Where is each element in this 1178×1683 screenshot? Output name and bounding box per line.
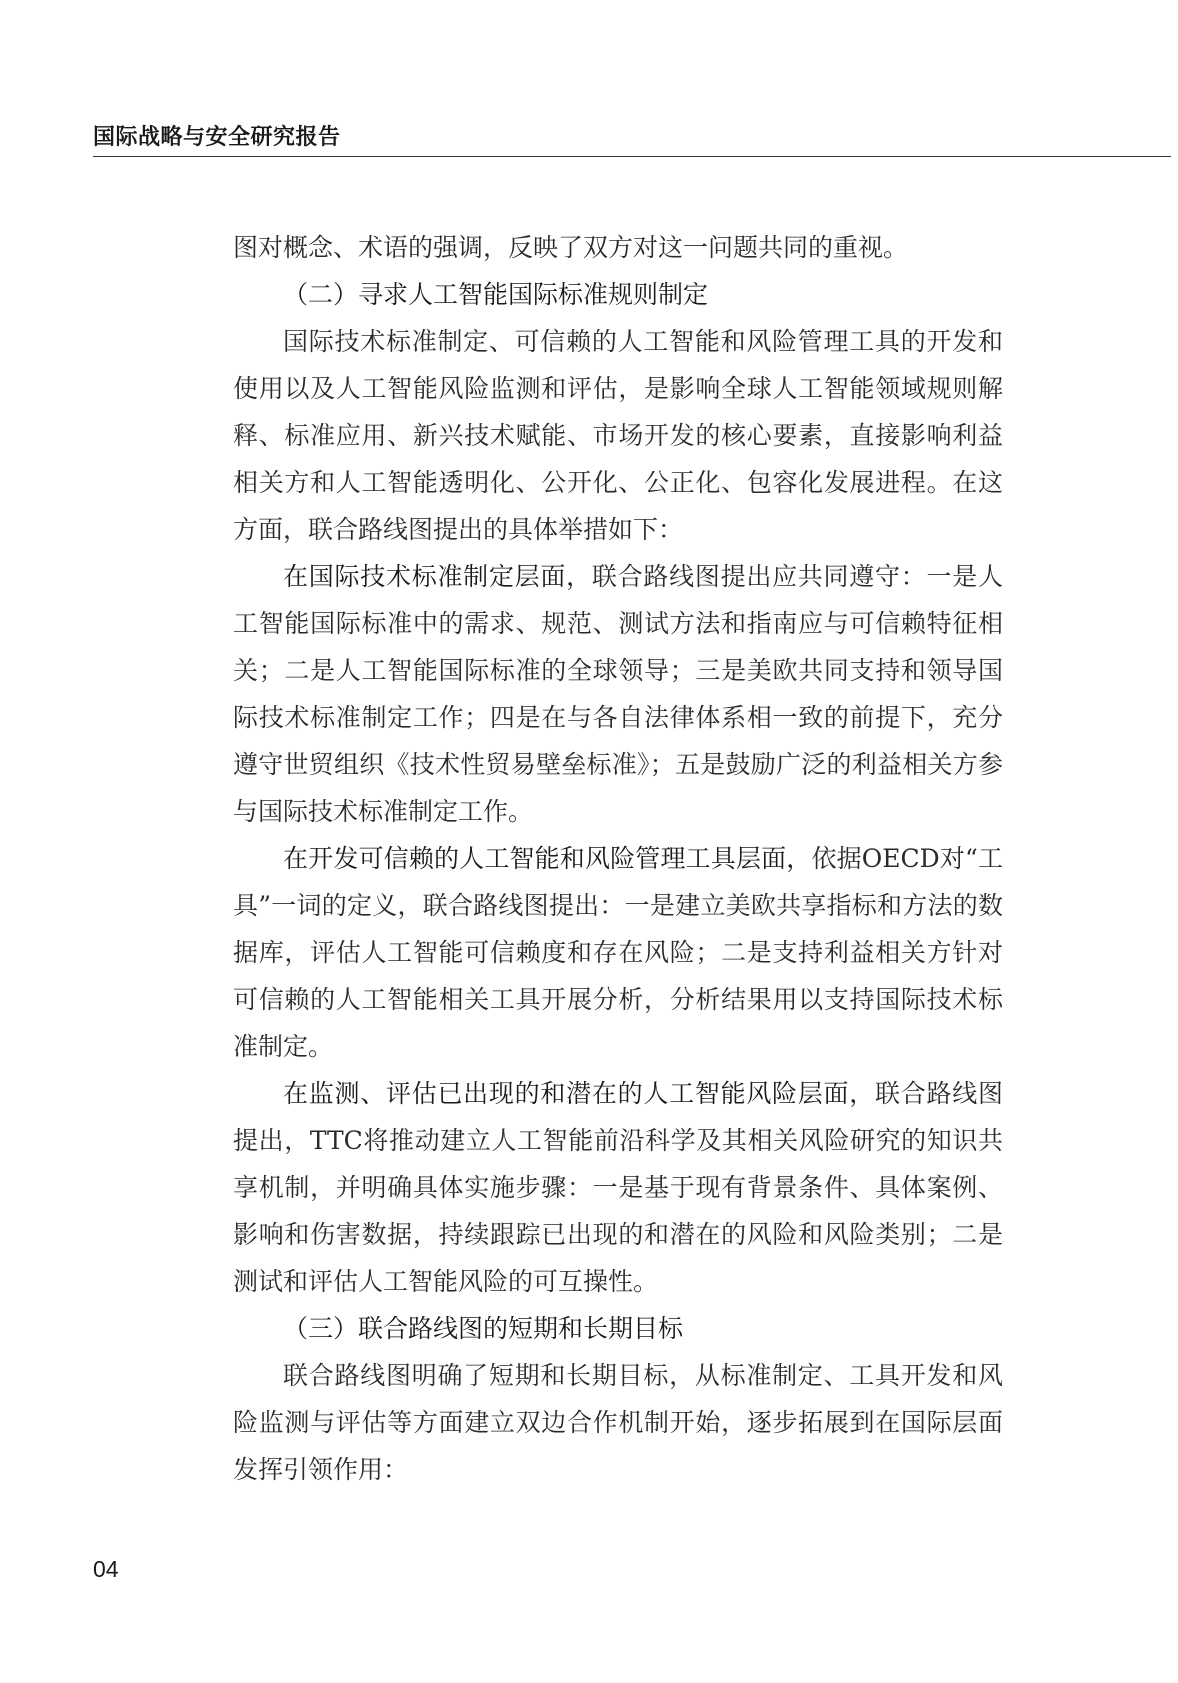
page-number: 04 xyxy=(93,1556,119,1582)
running-header: 国际战略与安全研究报告 xyxy=(93,125,341,150)
section-heading-3: （三）联合路线图的短期和长期目标 xyxy=(283,1314,684,1343)
paragraph: 联合路线图明确了短期和长期目标，从标准制定、工具开发和风险监测与评估等方面建立双边合作机制开始，逐步拓展到在国际层面发挥引领作用： xyxy=(233,1361,1003,1484)
paragraph-body: 联合路线图提出，TTC将推动建立人工智能前沿科学及其相关风险研究的知识共享机制，并明确具体实施步骤：一是基于现有背景条件、具体案例、影响和伤害数据，持续跟踪已出现的和潜在的风险和风险类别；二是测试和评估人工智能风险的可互操性。 xyxy=(233,1079,1003,1296)
header-rule xyxy=(93,156,1171,157)
paragraph xyxy=(233,1070,1003,1305)
body-text xyxy=(233,224,1003,1493)
paragraph: 国际技术标准制定、可信赖的人工智能和风险管理工具的开发和使用以及人工智能风险监测和评估，是影响全球人工智能领域规则解释、标准应用、新兴技术赋能、市场开发的核心要素，直接影响利益相关方和人工智能透明化、公开化、公正化、包容化发展进程。在这方面，联合路线图提出的具体举措如下： xyxy=(233,327,1003,544)
paragraph-body: 依据OECD对“工具”一词的定义，联合路线图提出：一是建立美欧共享指标和方法的数据库，评估人工智能可信赖度和存在风险；二是支持利益相关方针对可信赖的人工智能相关工具开展分析，分析结果用以支持国际技术标准制定。 xyxy=(233,844,1003,1061)
paragraph-lead: 在国际技术标准制定层面， xyxy=(283,562,592,591)
paragraph-body: 联合路线图提出应共同遵守：一是人工智能国际标准中的需求、规范、测试方法和指南应与可信赖特征相关；二是人工智能国际标准的全球领导；三是美欧共同支持和领导国际技术标准制定工作；四是在与各自法律体系相一致的前提下，充分遵守世贸组织《技术性贸易壁垒标准》；五是鼓励广泛的利益相关方参与国际技术标准制定工作。 xyxy=(233,562,1003,826)
paragraph xyxy=(233,553,1003,835)
paragraph-continuation: 图对概念、术语的强调，反映了双方对这一问题共同的重视。 xyxy=(233,233,909,262)
paragraph-lead: 在监测、评估已出现的和潜在的人工智能风险层面， xyxy=(283,1079,876,1108)
paragraph xyxy=(233,835,1003,1070)
section-heading-2: （二）寻求人工智能国际标准规则制定 xyxy=(283,280,709,309)
paragraph-lead: 在开发可信赖的人工智能和风险管理工具层面， xyxy=(283,844,812,873)
